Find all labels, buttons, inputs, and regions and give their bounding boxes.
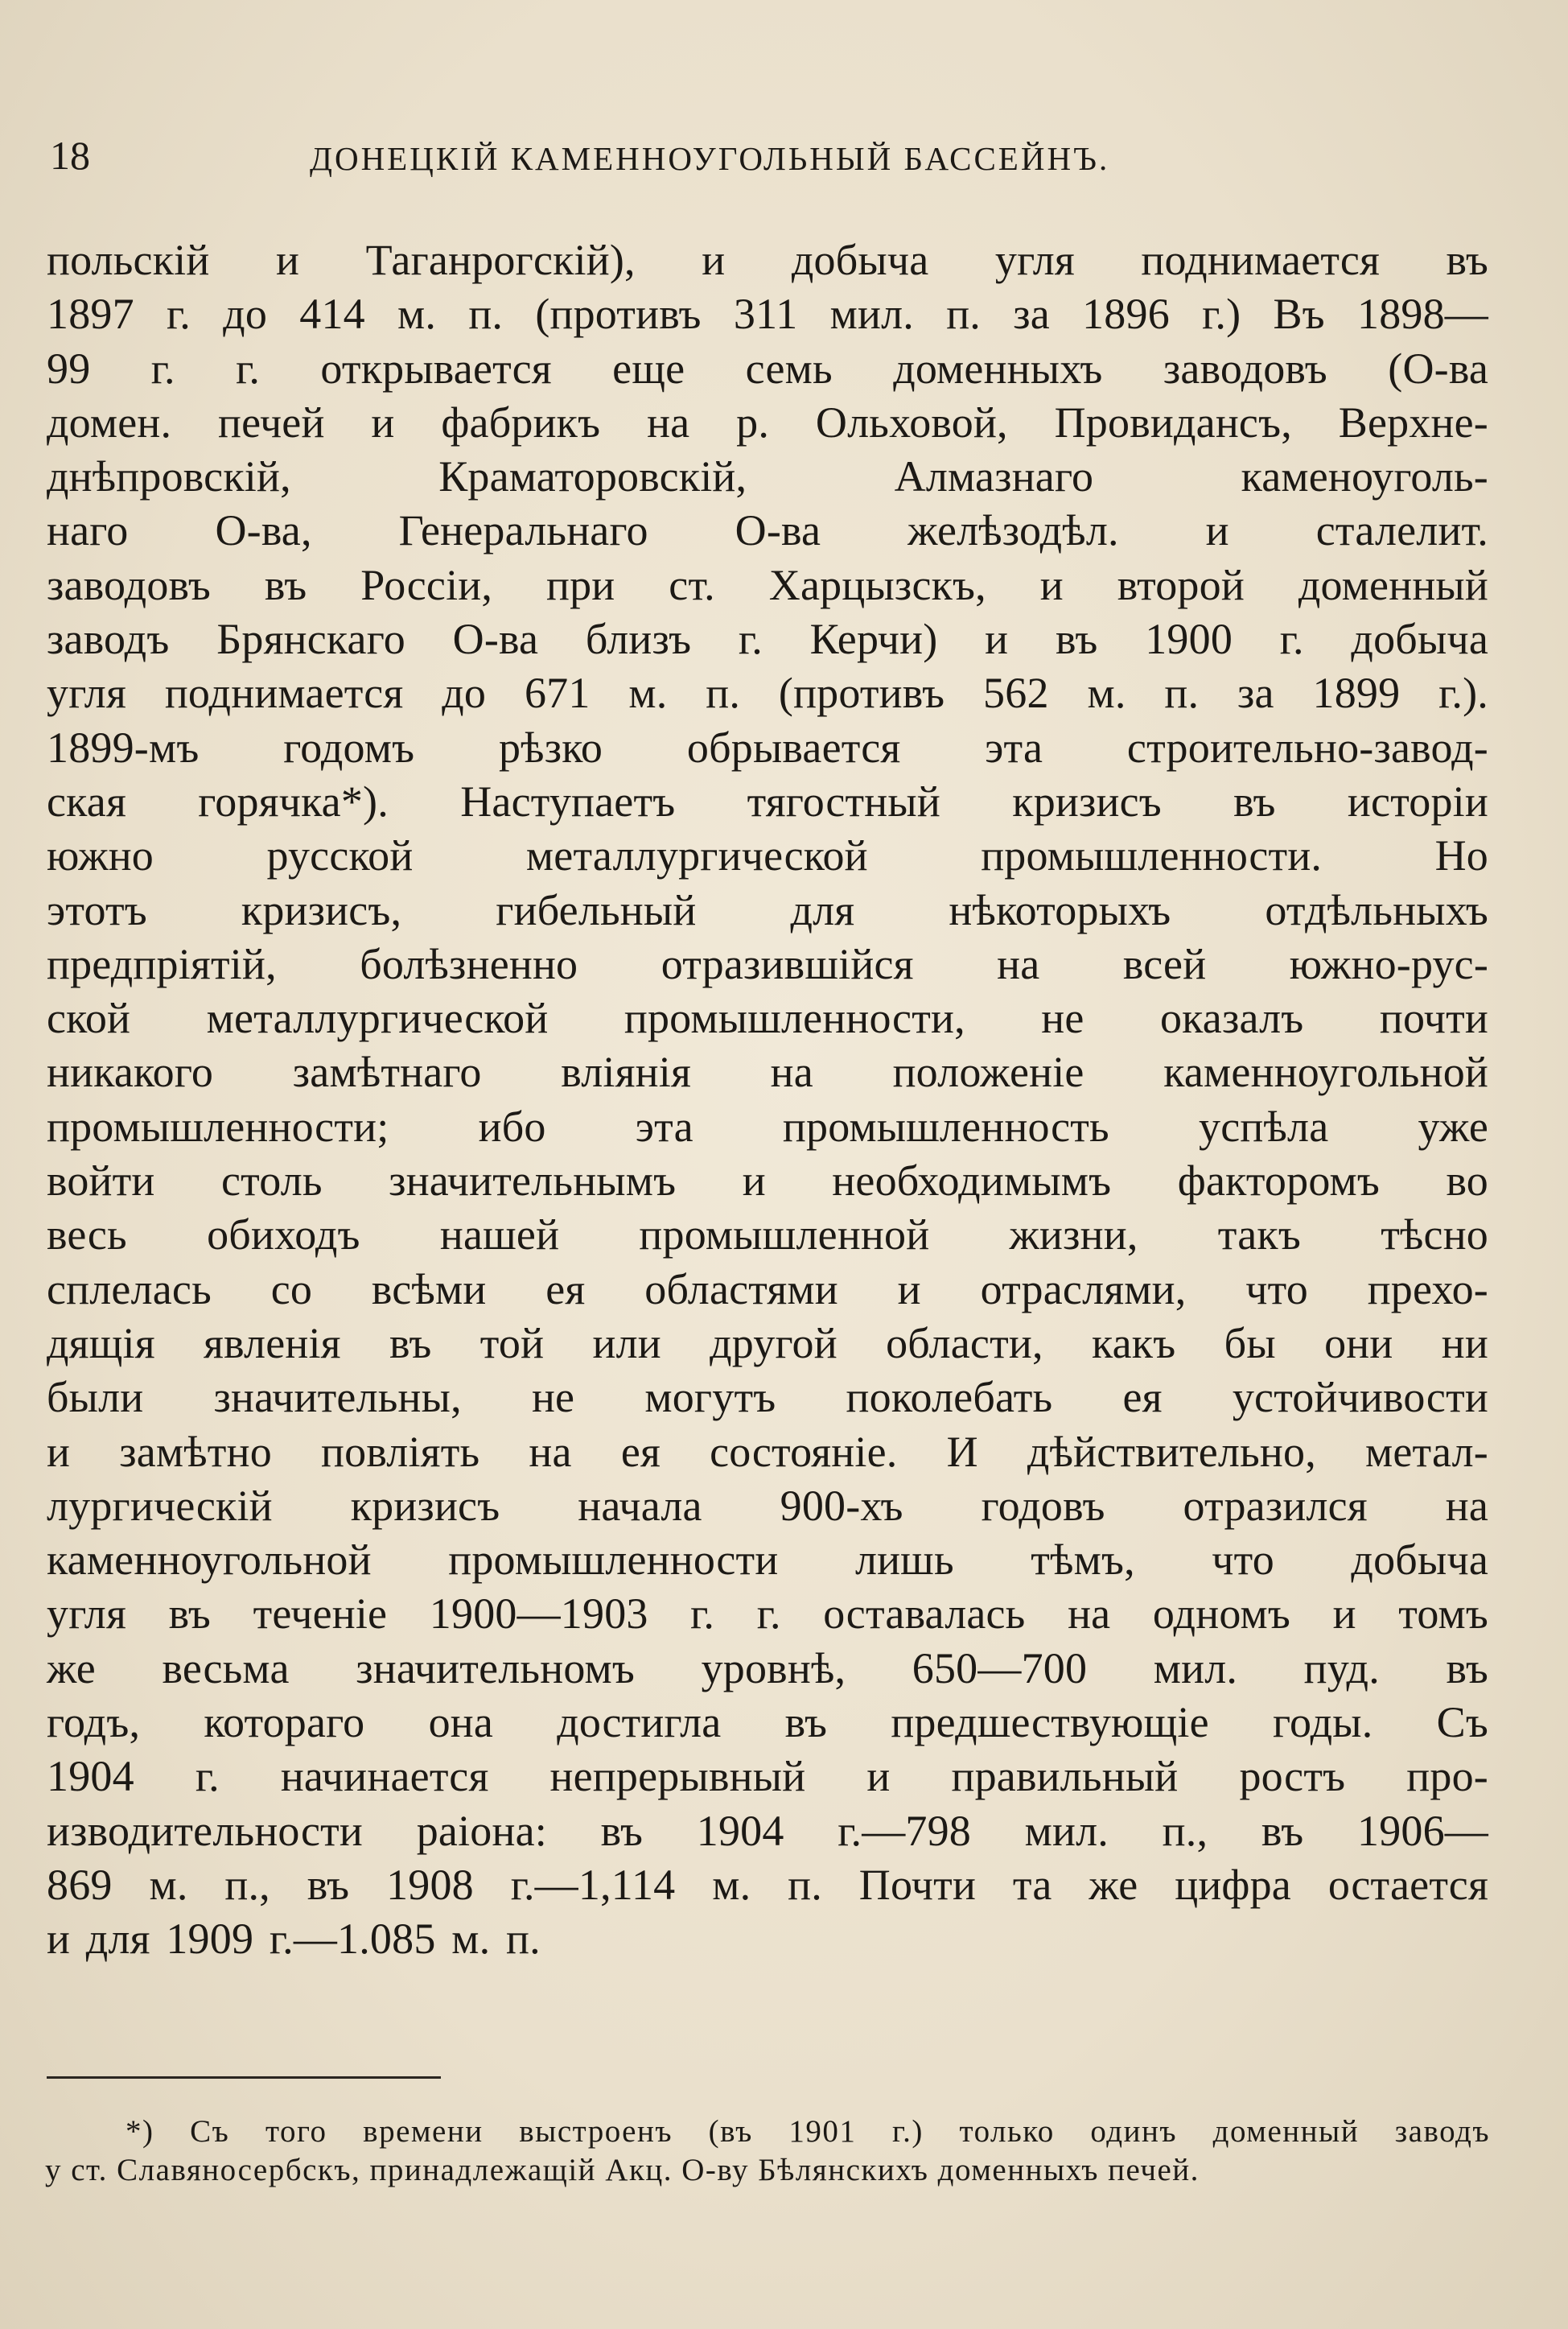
text-line: польскій и Таганрогскій), и добыча угля поднимается въ <box>47 236 1488 284</box>
text-line: угля поднимается до 671 м. п. (противъ 562 м. п. за 1899 г.). <box>47 669 1488 718</box>
text-line: угля въ теченіе 1900—1903 г. г. оставалась на одномъ и томъ <box>47 1589 1488 1639</box>
footnote-line: *) Съ того времени выстроенъ (въ 1901 г.) только одинъ доменный заводъ <box>126 2114 1490 2149</box>
text-line: ской металлургической промышленности, не оказалъ почти <box>47 994 1488 1043</box>
text-line: и для 1909 г.—1.085 м. п. <box>47 1915 541 1964</box>
body-text <box>47 233 1488 1967</box>
page-number: 18 <box>50 133 90 178</box>
footnote-rule <box>47 2076 441 2079</box>
text-line: и замѣтно повліять на ея состояніе. И дѣйствительно, метал- <box>47 1427 1488 1476</box>
text-line: заводовъ въ Россіи, при ст. Харцызскъ, и второй доменный <box>47 560 1488 609</box>
text-line: предпріятій, болѣзненно отразившійся на всей южно-рус- <box>47 939 1488 988</box>
text-line: 1897 г. до 414 м. п. (противъ 311 мил. п. за 1896 г.) Въ 1898— <box>47 290 1488 339</box>
text-line: южно русской металлургической промышленности. Но <box>47 831 1488 880</box>
text-line: лургическій кризисъ начала 900-хъ годовъ отразился на <box>47 1481 1488 1530</box>
text-line: же весьма значительномъ уровнѣ, 650—700 мил. пуд. въ <box>47 1643 1488 1692</box>
text-line: изводительности раіона: въ 1904 г.—798 мил. п., въ 1906— <box>47 1806 1488 1855</box>
text-line: войти столь значительнымъ и необходимымъ факторомъ во <box>47 1156 1488 1206</box>
text-line: ская горячка*). Наступаетъ тягостный кризисъ въ исторіи <box>47 777 1488 826</box>
text-line: весь обиходъ нашей промышленной жизни, такъ тѣсно <box>47 1210 1488 1259</box>
text-line: 869 м. п., въ 1908 г.—1,114 м. п. Почти та же цифра остается <box>47 1860 1488 1909</box>
text-line: 1904 г. начинается непрерывный и правильный ростъ про- <box>47 1752 1488 1801</box>
text-line: 1899-мъ годомъ рѣзко обрывается эта строительно-завод- <box>47 723 1488 772</box>
text-line: никакого замѣтнаго вліянія на положеніе каменноугольной <box>47 1048 1488 1097</box>
text-line: заводъ Брянскаго О-ва близъ г. Керчи) и въ 1900 г. добыча <box>47 615 1488 664</box>
text-line: сплелась со всѣми ея областями и отраслями, что прехо- <box>47 1264 1488 1313</box>
text-line: этотъ кризисъ, гибельный для нѣкоторыхъ отдѣльныхъ <box>47 885 1488 934</box>
text-line: каменноугольной промышленности лишь тѣмъ, что добыча <box>47 1535 1488 1585</box>
text-line: домен. печей и фабрикъ на р. Ольховой, Провидансъ, Верхне- <box>47 398 1488 447</box>
text-line: наго О-ва, Генеральнаго О-ва желѣзодѣл. и сталелит. <box>47 506 1488 555</box>
text-line: были значительны, не могутъ поколебать ея устойчивости <box>47 1373 1488 1422</box>
page-header <box>50 127 1498 183</box>
text-line: годъ, котораго она достигла въ предшествующіе годы. Съ <box>47 1698 1488 1747</box>
footnote <box>45 2113 1490 2190</box>
running-title: ДОНЕЦКІЙ КАМЕННОУГОЛЬНЫЙ БАССЕЙНЪ. <box>310 140 1110 177</box>
text-line: 99 г. г. открывается еще семь доменныхъ заводовъ (О-ва <box>47 344 1488 393</box>
text-line: промышленности; ибо эта промышленность успѣла уже <box>47 1102 1488 1151</box>
text-line: дящія явленія въ той или другой области, какъ бы они ни <box>47 1318 1488 1367</box>
text-line: днѣпровскій, Краматоровскій, Алмазнаго каменоуголь- <box>47 452 1488 501</box>
footnote-line: у ст. Славяносербскъ, принадлежащій Акц. О-ву Бѣлянскихъ доменныхъ печей. <box>45 2153 1200 2187</box>
